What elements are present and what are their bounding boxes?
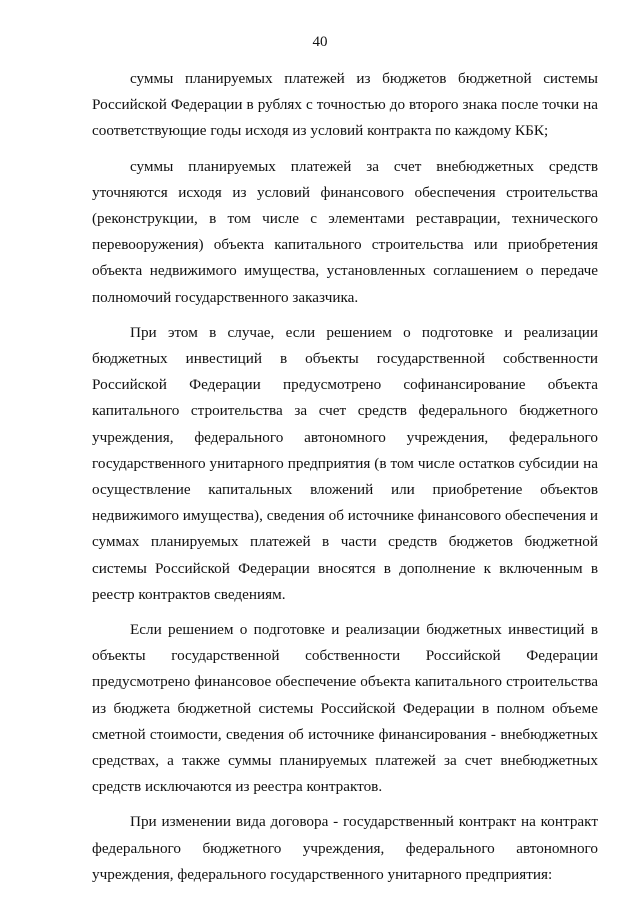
paragraph-4: Если решением о подготовке и реализации бюджетных инвестиций в объекты государственной собственности Российской Федерации предусмотрено финансовое обеспечение объекта капитального строительства из бюджета бюджетной системы Российской Федерации в полном объеме сметной стоимости, сведения об источнике финансирования - внебюджетных средствах, а также суммы планируемых платежей за счет внебюджетных средств исключаются из реестра контрактов. [92, 621, 598, 796]
paragraph-3: При этом в случае, если решением о подготовке и реализации бюджетных инвестиций в объекты государственной собственности Российской Федерации предусмотрено софинансирование объекта капитального строительства за счет средств федерального бюджетного учреждения, федерального автономного учреждения, федерального государственного унитарного предприятия (в том числе остатков субсидии на осуществление капитальных вложений или приобретение объектов недвижимого имущества), сведения об источнике финансового обеспечения и суммах планируемых платежей в части средств бюджетов бюджетной системы Российской Федерации вносятся в дополнение к включенным в реестр контрактов сведениям. [92, 323, 598, 603]
page-number: 40 [312, 34, 328, 50]
paragraph-5: При изменении вида договора - государственный контракт на контракт федерального бюджетного учреждения, федерального автономного учреждения, федерального государственного унитарного предприятия: [92, 813, 598, 883]
paragraph-2: суммы планируемых платежей за счет внебюджетных средств уточняются исходя из условий финансового обеспечения строительства (реконструкции, в том числе с элементами реставрации, технического перевооружения) объекта капитального строительства или приобретения объекта недвижимого имущества, установленных соглашением о передаче полномочий государственного заказчика. [92, 157, 598, 306]
document-body [92, 66, 598, 897]
paragraph-1: суммы планируемых платежей из бюджетов бюджетной системы Российской Федерации в рублях с точностью до второго знака после точки на соответствующие годы исходя из условий контракта по каждому КБК; [92, 70, 598, 140]
